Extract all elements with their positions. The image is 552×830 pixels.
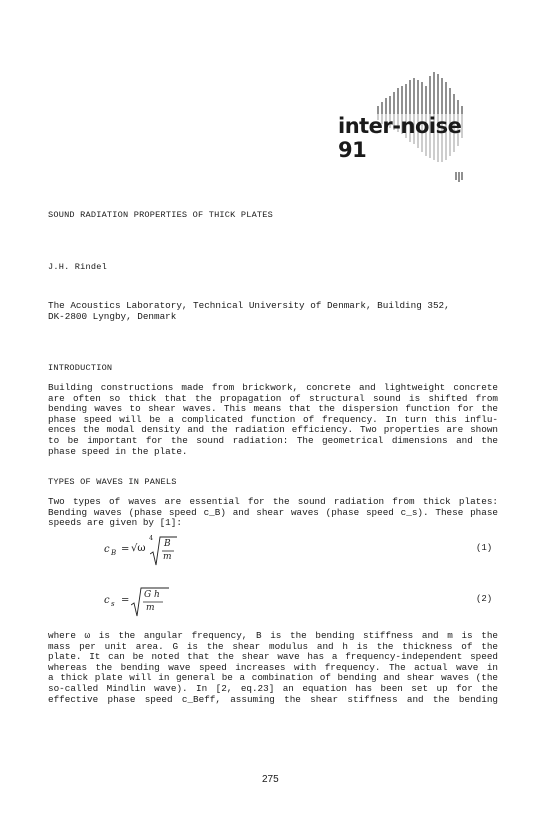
text-line: bending waves to shear waves. This means that the dispersion function for the: [48, 403, 498, 415]
text-line: so-called Mindlin wave). In [2, eq.23] an equation has been set up for the: [48, 682, 498, 694]
eq2-denominator: m: [146, 603, 155, 613]
eq2-lhs: c: [104, 595, 110, 606]
affiliation-line: DK-2800 Lyngby, Denmark: [48, 310, 177, 322]
text-line: plate. It can be noted that the shear wave has a frequency-independent speed: [48, 651, 498, 663]
section-heading-types-of-waves: TYPES OF WAVES IN PANELS: [48, 477, 177, 487]
text-line: to be important for the sound radiation: The geometrical dimensions and the: [48, 434, 498, 446]
eq1-radical: √ω: [131, 543, 146, 554]
author: J.H. Rindel: [48, 262, 107, 272]
eq1-denominator: m: [163, 552, 172, 562]
text-line: phase speed will be a complicated function of frequency. In turn this influ-: [48, 413, 498, 425]
paper-title: SOUND RADIATION PROPERTIES OF THICK PLATES: [48, 210, 273, 220]
affiliation-line: The Acoustics Laboratory, Technical University of Denmark, Building 352,: [48, 300, 450, 311]
equation-1-number: (1): [476, 543, 493, 553]
text-line: Bending waves (phase speed c_B) and shear waves (phase speed c_s). These phase: [48, 506, 498, 518]
text-line: mass per unit area. G is the shear modulus and h is the thickness of the: [48, 640, 498, 652]
text-line: whereas the bending wave speed increases with frequency. The actual wave in: [48, 661, 498, 673]
types-after-paragraph: [48, 631, 498, 705]
text-line: phase speed in the plate.: [48, 445, 188, 457]
text-line: ences the modal density and the radiation efficiency. Two properties are shown: [48, 424, 498, 436]
eq2-numerator: G h: [144, 590, 160, 600]
eq1-root-index: 4: [149, 534, 154, 542]
eq2-equals: =: [121, 595, 130, 606]
text-line: speeds are given by [1]:: [48, 517, 182, 529]
text-line: Two types of waves are essential for the sound radiation from thick plates:: [48, 496, 498, 507]
conference-logo: [330, 68, 470, 188]
text-line: a thick plate will in general be a combination of bending and shear waves (the: [48, 672, 498, 684]
affiliation: [48, 301, 498, 322]
text-line: where ω is the angular frequency, B is the bending stiffness and m is the: [48, 630, 498, 641]
eq1-equals: =: [121, 544, 130, 555]
eq1-lhs: c: [104, 544, 110, 555]
eq2-lhs-sub: s: [111, 600, 115, 608]
introduction-paragraph: [48, 383, 498, 457]
equation-1: [104, 534, 224, 568]
section-heading-introduction: INTRODUCTION: [48, 363, 113, 373]
text-line: Building constructions made from brickwork, concrete and lightweight concrete: [48, 382, 498, 393]
text-line: are often so thick that the propagation of structural sound is shifted from: [48, 392, 498, 404]
equation-2: [104, 585, 224, 619]
page-number: 275: [262, 774, 279, 785]
types-intro-paragraph: [48, 497, 498, 529]
text-line: effective phase speed c_Beff, assuming the shear stiffness and the bending: [48, 693, 498, 705]
eq1-numerator: B: [164, 539, 171, 549]
eq1-lhs-sub: B: [111, 549, 117, 557]
logo-text: inter-noise 91: [336, 114, 470, 162]
equation-2-number: (2): [476, 594, 493, 604]
